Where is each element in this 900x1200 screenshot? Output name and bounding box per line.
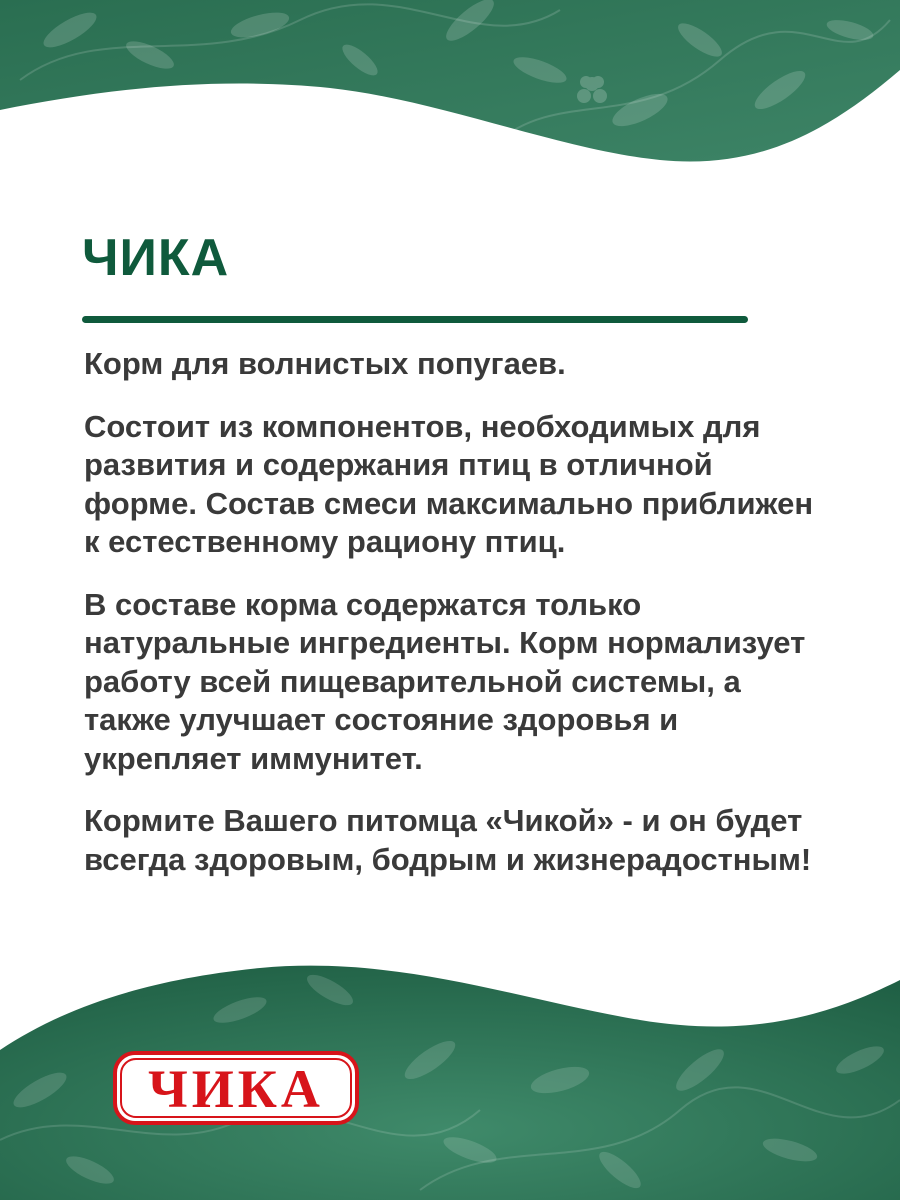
brand-logo-text: ЧИКА bbox=[148, 1059, 324, 1119]
title-divider bbox=[82, 316, 748, 323]
description-paragraph: В составе корма содержатся только натуральные ингредиенты. Корм нормализует работу всей пищеварительной системы, а также улучшает состояние здоровья и укрепляет иммунитет. bbox=[84, 586, 806, 776]
product-description bbox=[84, 345, 824, 903]
product-title: ЧИКА bbox=[82, 229, 230, 287]
brand-logo bbox=[112, 1050, 360, 1126]
top-wave-band bbox=[0, 0, 900, 162]
description-paragraph: Кормите Вашего питомца «Чикой» - и он будет всегда здоровым, бодрым и жизнерадостным! bbox=[84, 803, 812, 877]
description-paragraph: Состоит из компонентов, необходимых для развития и содержания птиц в отличной форме. Состав смеси максимально приближен к естественному рациону птиц. bbox=[84, 408, 814, 559]
description-paragraph: Корм для волнистых попугаев. bbox=[84, 346, 566, 381]
